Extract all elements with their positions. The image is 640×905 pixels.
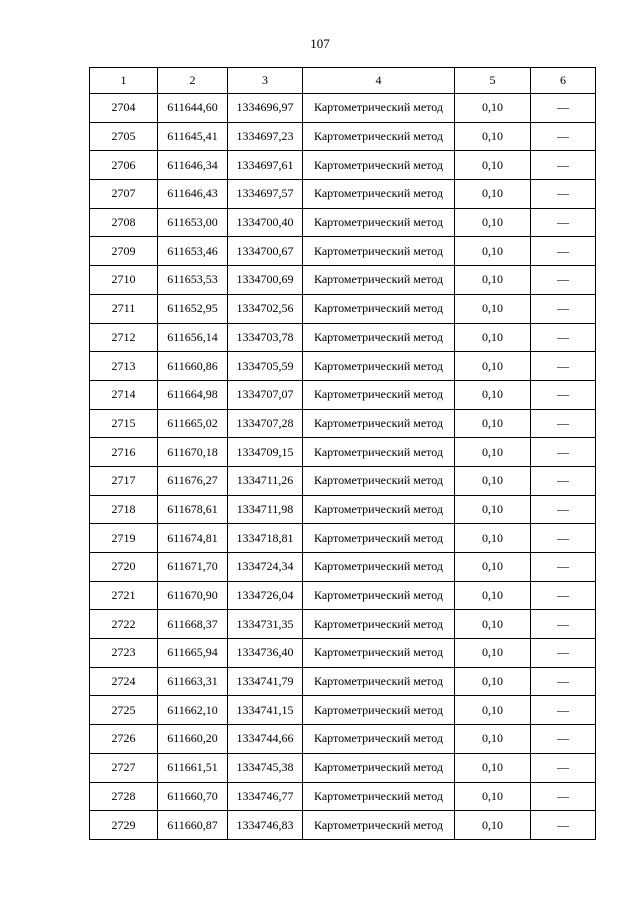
method-cell: Картометрический метод: [303, 639, 455, 668]
note-cell: —: [531, 266, 596, 295]
point-number-cell: 2717: [90, 466, 158, 495]
y-coordinate-cell: 1334697,23: [228, 122, 303, 151]
point-number-cell: 2723: [90, 639, 158, 668]
note-cell: —: [531, 180, 596, 209]
point-number-cell: 2710: [90, 266, 158, 295]
y-coordinate-cell: 1334746,77: [228, 782, 303, 811]
method-cell: Картометрический метод: [303, 667, 455, 696]
y-coordinate-cell: 1334741,15: [228, 696, 303, 725]
column-header: 4: [303, 68, 455, 94]
accuracy-cell: 0,10: [455, 409, 531, 438]
method-cell: Картометрический метод: [303, 237, 455, 266]
note-cell: —: [531, 466, 596, 495]
accuracy-cell: 0,10: [455, 380, 531, 409]
x-coordinate-cell: 611668,37: [158, 610, 228, 639]
note-cell: —: [531, 94, 596, 123]
column-header: 3: [228, 68, 303, 94]
column-header: 5: [455, 68, 531, 94]
x-coordinate-cell: 611660,87: [158, 811, 228, 840]
y-coordinate-cell: 1334744,66: [228, 725, 303, 754]
method-cell: Картометрический метод: [303, 753, 455, 782]
table-row: [90, 180, 596, 209]
table-body: [90, 94, 596, 840]
x-coordinate-cell: 611653,00: [158, 208, 228, 237]
note-cell: —: [531, 696, 596, 725]
method-cell: Картометрический метод: [303, 466, 455, 495]
y-coordinate-cell: 1334696,97: [228, 94, 303, 123]
method-cell: Картометрический метод: [303, 524, 455, 553]
method-cell: Картометрический метод: [303, 409, 455, 438]
point-number-cell: 2719: [90, 524, 158, 553]
x-coordinate-cell: 611674,81: [158, 524, 228, 553]
method-cell: Картометрический метод: [303, 581, 455, 610]
note-cell: —: [531, 782, 596, 811]
x-coordinate-cell: 611663,31: [158, 667, 228, 696]
y-coordinate-cell: 1334731,35: [228, 610, 303, 639]
y-coordinate-cell: 1334705,59: [228, 352, 303, 381]
table-row: [90, 811, 596, 840]
x-coordinate-cell: 611660,86: [158, 352, 228, 381]
table-row: [90, 553, 596, 582]
y-coordinate-cell: 1334707,07: [228, 380, 303, 409]
accuracy-cell: 0,10: [455, 725, 531, 754]
x-coordinate-cell: 611660,20: [158, 725, 228, 754]
table-row: [90, 753, 596, 782]
point-number-cell: 2721: [90, 581, 158, 610]
point-number-cell: 2704: [90, 94, 158, 123]
table-row: [90, 639, 596, 668]
table-row: [90, 151, 596, 180]
y-coordinate-cell: 1334702,56: [228, 294, 303, 323]
method-cell: Картометрический метод: [303, 811, 455, 840]
point-number-cell: 2705: [90, 122, 158, 151]
accuracy-cell: 0,10: [455, 323, 531, 352]
x-coordinate-cell: 611646,34: [158, 151, 228, 180]
accuracy-cell: 0,10: [455, 610, 531, 639]
x-coordinate-cell: 611653,46: [158, 237, 228, 266]
method-cell: Картометрический метод: [303, 553, 455, 582]
y-coordinate-cell: 1334741,79: [228, 667, 303, 696]
method-cell: Картометрический метод: [303, 725, 455, 754]
point-number-cell: 2711: [90, 294, 158, 323]
method-cell: Картометрический метод: [303, 438, 455, 467]
method-cell: Картометрический метод: [303, 180, 455, 209]
method-cell: Картометрический метод: [303, 782, 455, 811]
accuracy-cell: 0,10: [455, 294, 531, 323]
y-coordinate-cell: 1334736,40: [228, 639, 303, 668]
note-cell: —: [531, 495, 596, 524]
y-coordinate-cell: 1334711,98: [228, 495, 303, 524]
y-coordinate-cell: 1334709,15: [228, 438, 303, 467]
accuracy-cell: 0,10: [455, 208, 531, 237]
note-cell: —: [531, 811, 596, 840]
method-cell: Картометрический метод: [303, 94, 455, 123]
x-coordinate-cell: 611644,60: [158, 94, 228, 123]
note-cell: —: [531, 380, 596, 409]
note-cell: —: [531, 753, 596, 782]
accuracy-cell: 0,10: [455, 122, 531, 151]
method-cell: Картометрический метод: [303, 696, 455, 725]
y-coordinate-cell: 1334711,26: [228, 466, 303, 495]
x-coordinate-cell: 611670,90: [158, 581, 228, 610]
x-coordinate-cell: 611646,43: [158, 180, 228, 209]
y-coordinate-cell: 1334700,69: [228, 266, 303, 295]
point-number-cell: 2706: [90, 151, 158, 180]
table-row: [90, 237, 596, 266]
note-cell: —: [531, 352, 596, 381]
x-coordinate-cell: 611676,27: [158, 466, 228, 495]
point-number-cell: 2725: [90, 696, 158, 725]
y-coordinate-cell: 1334697,61: [228, 151, 303, 180]
y-coordinate-cell: 1334700,67: [228, 237, 303, 266]
method-cell: Картометрический метод: [303, 495, 455, 524]
page-number: 107: [310, 36, 330, 51]
table-header-row: [90, 68, 596, 94]
accuracy-cell: 0,10: [455, 581, 531, 610]
point-number-cell: 2728: [90, 782, 158, 811]
x-coordinate-cell: 611664,98: [158, 380, 228, 409]
table-row: [90, 696, 596, 725]
note-cell: —: [531, 122, 596, 151]
method-cell: Картометрический метод: [303, 294, 455, 323]
y-coordinate-cell: 1334703,78: [228, 323, 303, 352]
accuracy-cell: 0,10: [455, 94, 531, 123]
table-row: [90, 610, 596, 639]
x-coordinate-cell: 611665,94: [158, 639, 228, 668]
method-cell: Картометрический метод: [303, 122, 455, 151]
table-row: [90, 294, 596, 323]
note-cell: —: [531, 409, 596, 438]
accuracy-cell: 0,10: [455, 696, 531, 725]
x-coordinate-cell: 611660,70: [158, 782, 228, 811]
note-cell: —: [531, 667, 596, 696]
method-cell: Картометрический метод: [303, 151, 455, 180]
y-coordinate-cell: 1334700,40: [228, 208, 303, 237]
accuracy-cell: 0,10: [455, 151, 531, 180]
y-coordinate-cell: 1334707,28: [228, 409, 303, 438]
table-row: [90, 380, 596, 409]
y-coordinate-cell: 1334745,38: [228, 753, 303, 782]
accuracy-cell: 0,10: [455, 466, 531, 495]
accuracy-cell: 0,10: [455, 438, 531, 467]
point-number-cell: 2713: [90, 352, 158, 381]
y-coordinate-cell: 1334718,81: [228, 524, 303, 553]
table-row: [90, 352, 596, 381]
y-coordinate-cell: 1334746,83: [228, 811, 303, 840]
table-row: [90, 524, 596, 553]
column-header: 2: [158, 68, 228, 94]
note-cell: —: [531, 725, 596, 754]
accuracy-cell: 0,10: [455, 495, 531, 524]
table-row: [90, 782, 596, 811]
accuracy-cell: 0,10: [455, 266, 531, 295]
method-cell: Картометрический метод: [303, 610, 455, 639]
method-cell: Картометрический метод: [303, 380, 455, 409]
note-cell: —: [531, 524, 596, 553]
accuracy-cell: 0,10: [455, 811, 531, 840]
table-row: [90, 323, 596, 352]
point-number-cell: 2724: [90, 667, 158, 696]
x-coordinate-cell: 611656,14: [158, 323, 228, 352]
y-coordinate-cell: 1334726,04: [228, 581, 303, 610]
table-row: [90, 266, 596, 295]
note-cell: —: [531, 151, 596, 180]
point-number-cell: 2714: [90, 380, 158, 409]
point-number-cell: 2722: [90, 610, 158, 639]
x-coordinate-cell: 611671,70: [158, 553, 228, 582]
note-cell: —: [531, 438, 596, 467]
table-row: [90, 466, 596, 495]
note-cell: —: [531, 639, 596, 668]
method-cell: Картометрический метод: [303, 323, 455, 352]
point-number-cell: 2716: [90, 438, 158, 467]
accuracy-cell: 0,10: [455, 237, 531, 266]
accuracy-cell: 0,10: [455, 352, 531, 381]
accuracy-cell: 0,10: [455, 782, 531, 811]
point-number-cell: 2720: [90, 553, 158, 582]
note-cell: —: [531, 294, 596, 323]
note-cell: —: [531, 581, 596, 610]
accuracy-cell: 0,10: [455, 753, 531, 782]
x-coordinate-cell: 611670,18: [158, 438, 228, 467]
x-coordinate-cell: 611662,10: [158, 696, 228, 725]
table-row: [90, 667, 596, 696]
point-number-cell: 2712: [90, 323, 158, 352]
point-number-cell: 2729: [90, 811, 158, 840]
note-cell: —: [531, 553, 596, 582]
table-row: [90, 94, 596, 123]
coordinates-table: [89, 67, 596, 840]
table-row: [90, 725, 596, 754]
point-number-cell: 2726: [90, 725, 158, 754]
point-number-cell: 2708: [90, 208, 158, 237]
table-row: [90, 581, 596, 610]
y-coordinate-cell: 1334724,34: [228, 553, 303, 582]
point-number-cell: 2709: [90, 237, 158, 266]
table-row: [90, 122, 596, 151]
accuracy-cell: 0,10: [455, 180, 531, 209]
note-cell: —: [531, 610, 596, 639]
x-coordinate-cell: 611645,41: [158, 122, 228, 151]
accuracy-cell: 0,10: [455, 667, 531, 696]
x-coordinate-cell: 611653,53: [158, 266, 228, 295]
x-coordinate-cell: 611652,95: [158, 294, 228, 323]
accuracy-cell: 0,10: [455, 639, 531, 668]
y-coordinate-cell: 1334697,57: [228, 180, 303, 209]
point-number-cell: 2707: [90, 180, 158, 209]
note-cell: —: [531, 208, 596, 237]
column-header: 1: [90, 68, 158, 94]
column-header: 6: [531, 68, 596, 94]
table-row: [90, 208, 596, 237]
point-number-cell: 2727: [90, 753, 158, 782]
method-cell: Картометрический метод: [303, 266, 455, 295]
point-number-cell: 2715: [90, 409, 158, 438]
accuracy-cell: 0,10: [455, 553, 531, 582]
table-row: [90, 438, 596, 467]
method-cell: Картометрический метод: [303, 208, 455, 237]
note-cell: —: [531, 237, 596, 266]
x-coordinate-cell: 611661,51: [158, 753, 228, 782]
point-number-cell: 2718: [90, 495, 158, 524]
accuracy-cell: 0,10: [455, 524, 531, 553]
x-coordinate-cell: 611665,02: [158, 409, 228, 438]
note-cell: —: [531, 323, 596, 352]
table-row: [90, 409, 596, 438]
table-row: [90, 495, 596, 524]
method-cell: Картометрический метод: [303, 352, 455, 381]
x-coordinate-cell: 611678,61: [158, 495, 228, 524]
